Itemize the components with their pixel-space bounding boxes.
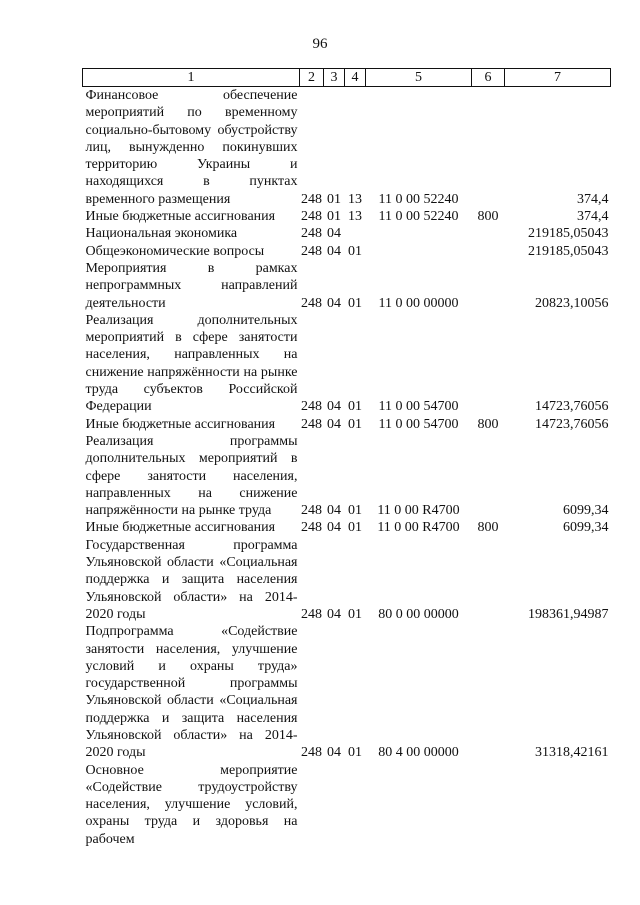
row-rz: 04: [327, 520, 341, 536]
row-pr: 01: [348, 606, 362, 622]
row-rz: 04: [327, 399, 341, 415]
table-row: [83, 243, 611, 260]
row-pr: 01: [348, 503, 362, 519]
row-sum: [505, 762, 611, 848]
row-sum: 374,4: [577, 209, 609, 225]
row-gr: 248: [301, 243, 322, 259]
row-pr: 01: [348, 745, 362, 761]
row-name: Иные бюджетные ассигнования: [85, 209, 276, 225]
row-gr: 248: [301, 295, 322, 311]
row-gr: 248: [301, 191, 322, 207]
row-sum: 6099,34: [563, 520, 609, 536]
row-rz: 01: [327, 191, 341, 207]
row-name: Национальная экономика: [85, 226, 238, 242]
table-row: [83, 312, 611, 416]
row-pr: [345, 762, 366, 848]
budget-table: [82, 68, 611, 848]
row-sum: 219185,05043: [528, 243, 609, 259]
row-pr: 01: [348, 295, 362, 311]
row-csr: 11 0 00 54700: [378, 416, 459, 432]
table-row: [83, 87, 611, 209]
row-rz: 04: [327, 606, 341, 622]
row-csr: 11 0 00 54700: [378, 399, 459, 415]
row-vr: 800: [477, 520, 499, 536]
row-name: Основное мероприятие «Содействие трудоустройству населения, улучшение условий, охраны труда и здоровья на рабочем: [85, 762, 298, 847]
table-row: [83, 260, 611, 312]
row-gr: 248: [301, 226, 322, 242]
row-sum: 374,4: [577, 191, 609, 207]
row-gr: [300, 762, 324, 848]
row-vr: [472, 623, 505, 761]
row-sum: 6099,34: [563, 503, 609, 519]
row-rz: 04: [327, 295, 341, 311]
row-vr: 800: [477, 209, 499, 225]
row-sum: 198361,94987: [528, 606, 609, 622]
row-vr: [472, 87, 505, 209]
row-pr: 13: [348, 191, 362, 207]
row-vr: [472, 225, 505, 242]
table-row: [83, 623, 611, 761]
row-name: Иные бюджетные ассигнования: [85, 416, 276, 432]
row-csr: 11 0 00 52240: [378, 191, 459, 207]
row-vr: [472, 260, 505, 312]
row-pr: 01: [348, 416, 362, 432]
row-rz: 01: [327, 209, 341, 225]
column-header: 2: [300, 69, 324, 87]
row-csr: 11 0 00 00000: [378, 295, 459, 311]
table-row: [83, 762, 611, 848]
row-sum: 31318,42161: [535, 745, 609, 761]
row-gr: 248: [301, 399, 322, 415]
row-pr: 01: [348, 243, 362, 259]
row-vr: [472, 243, 505, 260]
row-gr: 248: [301, 606, 322, 622]
page-number: 96: [312, 36, 328, 52]
column-header: 4: [345, 69, 366, 87]
row-rz: [324, 762, 345, 848]
row-csr: [366, 762, 472, 848]
table-row: [83, 208, 611, 225]
column-header: 5: [366, 69, 472, 87]
row-csr: 11 0 00 R4700: [377, 520, 460, 536]
column-header: 7: [505, 69, 611, 87]
row-vr: [472, 312, 505, 416]
row-pr: 01: [348, 520, 362, 536]
row-name: Мероприятия в рамках непрограммных направлений деятельности: [85, 260, 298, 311]
row-rz: 04: [327, 745, 341, 761]
row-name: Реализация дополнительных мероприятий в сфере занятости населения, направленных на снижение напряжённости на рынке труда субъектов Российской Федерации: [85, 312, 298, 415]
table-row: [83, 433, 611, 519]
row-sum: 219185,05043: [528, 226, 609, 242]
row-name: Подпрограмма «Содействие занятости населения, улучшение условий и охраны труда» государственной программы Ульяновской области «Социальная поддержка и защита населения Ульяновской области» на 2014-2020 годы: [85, 624, 298, 761]
column-header: 3: [324, 69, 345, 87]
row-gr: 248: [301, 520, 322, 536]
header-row: [83, 69, 611, 87]
row-gr: 248: [301, 503, 322, 519]
row-pr: 01: [348, 399, 362, 415]
row-vr: [472, 433, 505, 519]
table-row: [83, 519, 611, 536]
row-name: Государственная программа Ульяновской области «Социальная поддержка и защита населения Ульяновской области» на 2014-2020 годы: [85, 537, 298, 622]
row-gr: 248: [301, 416, 322, 432]
row-sum: 20823,10056: [535, 295, 609, 311]
row-pr: [345, 225, 366, 242]
table-row: [83, 537, 611, 623]
row-name: Иные бюджетные ассигнования: [85, 520, 276, 536]
row-rz: 04: [327, 503, 341, 519]
row-csr: 11 0 00 52240: [378, 209, 459, 225]
row-csr: 80 0 00 00000: [378, 606, 459, 622]
row-sum: 14723,76056: [535, 399, 609, 415]
row-rz: 04: [327, 243, 341, 259]
row-name: Финансовое обеспечение мероприятий по временному социально-бытовому обустройству лиц, вынужденно покинувших территорию Украины и находящихся в пунктах временного размещения: [85, 88, 298, 207]
row-rz: 04: [327, 226, 341, 242]
column-header: 6: [472, 69, 505, 87]
row-rz: 04: [327, 416, 341, 432]
table-row: [83, 416, 611, 433]
row-name: Реализация программы дополнительных мероприятий в сфере занятости населения, направленных на снижение напряжённости на рынке труда: [85, 433, 298, 519]
column-header: 1: [83, 69, 300, 87]
row-gr: 248: [301, 209, 322, 225]
row-vr: [472, 537, 505, 623]
row-csr: [366, 243, 472, 260]
table-row: [83, 225, 611, 242]
row-csr: [366, 225, 472, 242]
row-csr: 11 0 00 R4700: [377, 503, 460, 519]
row-gr: 248: [301, 745, 322, 761]
row-name: Общеэкономические вопросы: [85, 243, 265, 259]
row-vr: 800: [477, 416, 499, 432]
row-vr: [472, 762, 505, 848]
row-csr: 80 4 00 00000: [378, 745, 459, 761]
row-pr: 13: [348, 209, 362, 225]
row-sum: 14723,76056: [535, 416, 609, 432]
